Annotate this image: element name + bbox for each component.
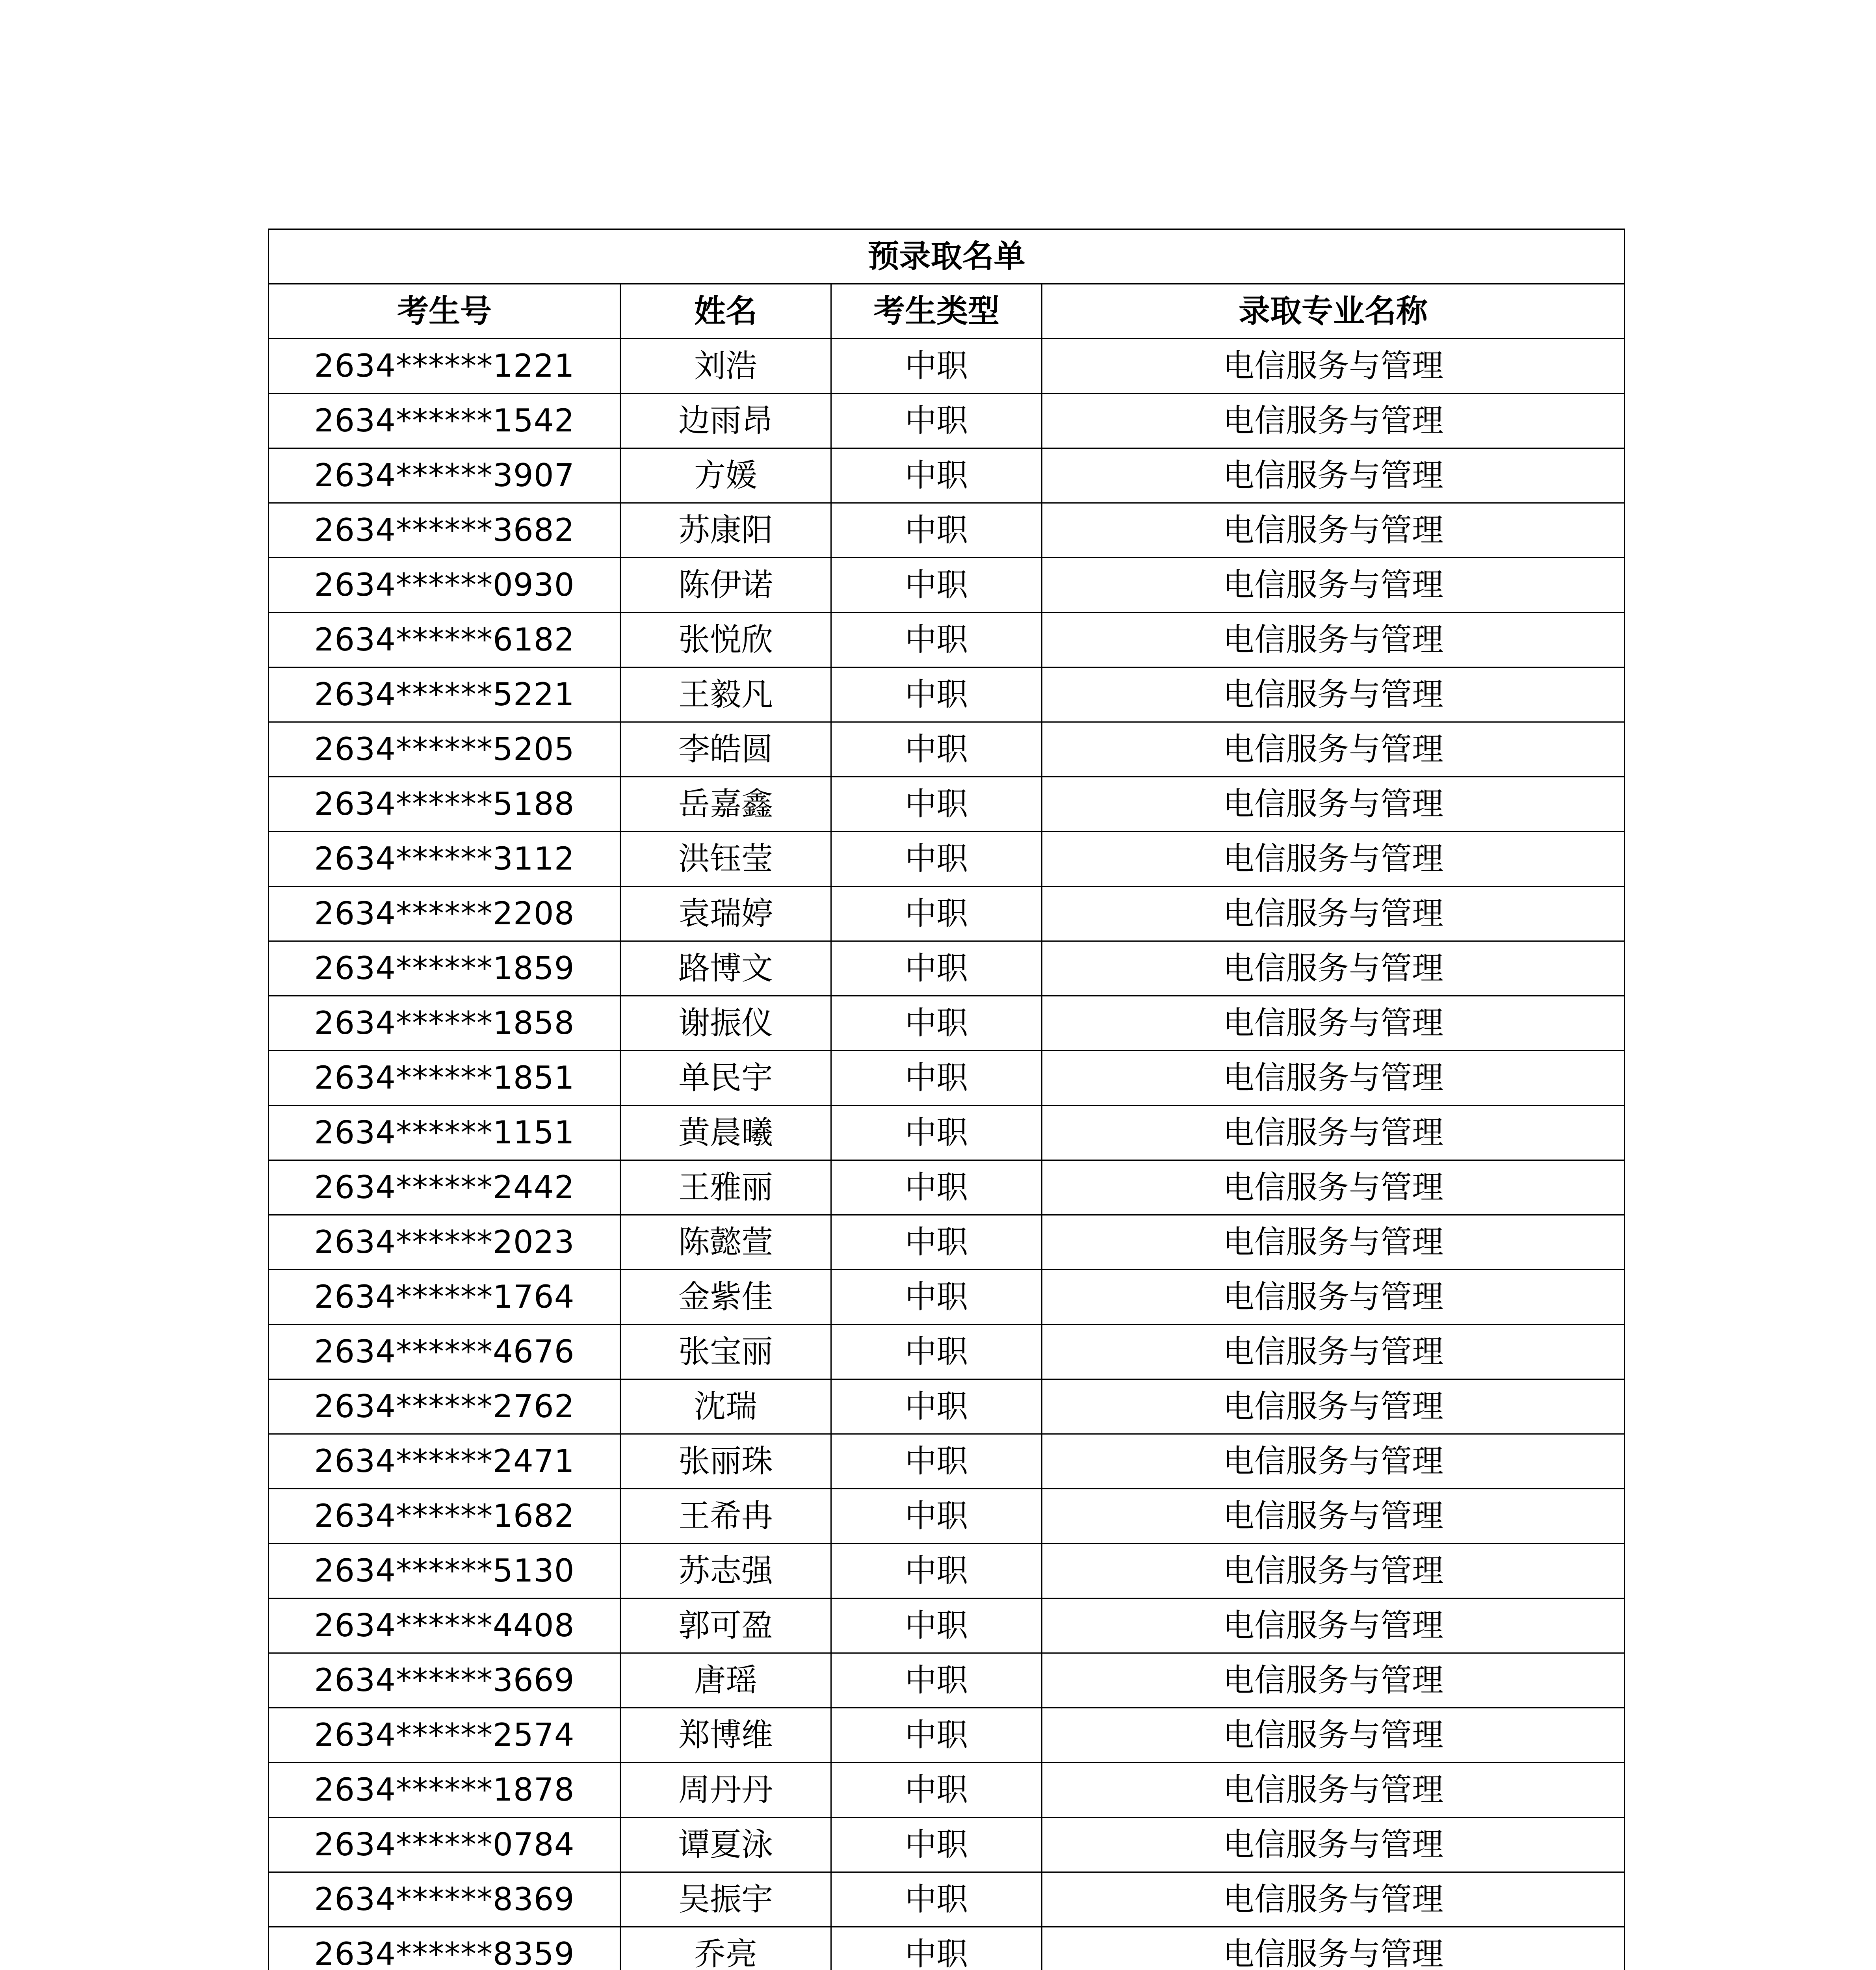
exam-id-cell: 2634******6182 (269, 613, 620, 667)
major-cell: 电信服务与管理 (1042, 1270, 1625, 1325)
table-row (269, 448, 1625, 503)
table-row (269, 558, 1625, 613)
exam-type-cell: 中职 (831, 394, 1042, 448)
column-header-name: 姓名 (620, 284, 831, 339)
exam-id-cell: 2634******0930 (269, 558, 620, 613)
table-row (269, 1598, 1625, 1653)
table-row (269, 1544, 1625, 1598)
table-row (269, 1106, 1625, 1160)
name-cell: 王希冉 (620, 1489, 831, 1544)
exam-id-cell: 2634******1764 (269, 1270, 620, 1325)
exam-type-cell: 中职 (831, 1379, 1042, 1434)
major-cell: 电信服务与管理 (1042, 1325, 1625, 1379)
table-row (269, 394, 1625, 448)
major-cell: 电信服务与管理 (1042, 1763, 1625, 1818)
major-cell: 电信服务与管理 (1042, 941, 1625, 996)
name-cell: 乔亮 (620, 1927, 831, 1970)
table-row (269, 1489, 1625, 1544)
name-cell: 周丹丹 (620, 1763, 831, 1818)
exam-id-cell: 2634******1859 (269, 941, 620, 996)
major-cell: 电信服务与管理 (1042, 448, 1625, 503)
exam-id-cell: 2634******5221 (269, 667, 620, 722)
exam-id-cell: 2634******2471 (269, 1434, 620, 1489)
major-cell: 电信服务与管理 (1042, 1215, 1625, 1270)
name-cell: 金紫佳 (620, 1270, 831, 1325)
exam-id-cell: 2634******1851 (269, 1051, 620, 1106)
exam-id-cell: 2634******1878 (269, 1763, 620, 1818)
table-row (269, 1434, 1625, 1489)
table-row (269, 613, 1625, 667)
exam-id-cell: 2634******4408 (269, 1598, 620, 1653)
admission-list-table (268, 229, 1625, 1970)
major-cell: 电信服务与管理 (1042, 503, 1625, 558)
table-row (269, 1708, 1625, 1763)
exam-type-cell: 中职 (831, 1598, 1042, 1653)
exam-type-cell: 中职 (831, 722, 1042, 777)
table-row (269, 996, 1625, 1051)
major-cell: 电信服务与管理 (1042, 777, 1625, 832)
exam-id-cell: 2634******3682 (269, 503, 620, 558)
column-header-exam-id: 考生号 (269, 284, 620, 339)
name-cell: 陈懿萱 (620, 1215, 831, 1270)
table-row (269, 1872, 1625, 1927)
exam-id-cell: 2634******1221 (269, 339, 620, 394)
major-cell: 电信服务与管理 (1042, 1434, 1625, 1489)
exam-id-cell: 2634******3112 (269, 832, 620, 886)
name-cell: 唐瑶 (620, 1653, 831, 1708)
exam-id-cell: 2634******4676 (269, 1325, 620, 1379)
name-cell: 郑博维 (620, 1708, 831, 1763)
table-row (269, 1653, 1625, 1708)
table-row (269, 886, 1625, 941)
major-cell: 电信服务与管理 (1042, 722, 1625, 777)
column-header-major: 录取专业名称 (1042, 284, 1625, 339)
name-cell: 袁瑞婷 (620, 886, 831, 941)
exam-type-cell: 中职 (831, 613, 1042, 667)
exam-type-cell: 中职 (831, 1653, 1042, 1708)
major-cell: 电信服务与管理 (1042, 886, 1625, 941)
table-title: 预录取名单 (269, 229, 1625, 284)
major-cell: 电信服务与管理 (1042, 1160, 1625, 1215)
name-cell: 郭可盈 (620, 1598, 831, 1653)
exam-type-cell: 中职 (831, 1215, 1042, 1270)
table-row (269, 1270, 1625, 1325)
exam-type-cell: 中职 (831, 996, 1042, 1051)
name-cell: 方媛 (620, 448, 831, 503)
column-header-exam-type: 考生类型 (831, 284, 1042, 339)
table-row (269, 1763, 1625, 1818)
exam-type-cell: 中职 (831, 1325, 1042, 1379)
major-cell: 电信服务与管理 (1042, 1598, 1625, 1653)
major-cell: 电信服务与管理 (1042, 832, 1625, 886)
table-row (269, 1160, 1625, 1215)
name-cell: 黄晨曦 (620, 1106, 831, 1160)
major-cell: 电信服务与管理 (1042, 1051, 1625, 1106)
exam-type-cell: 中职 (831, 832, 1042, 886)
exam-id-cell: 2634******2208 (269, 886, 620, 941)
exam-type-cell: 中职 (831, 1544, 1042, 1598)
exam-type-cell: 中职 (831, 1818, 1042, 1872)
exam-id-cell: 2634******2023 (269, 1215, 620, 1270)
exam-id-cell: 2634******2574 (269, 1708, 620, 1763)
name-cell: 李皓圆 (620, 722, 831, 777)
exam-type-cell: 中职 (831, 777, 1042, 832)
header-row (269, 284, 1625, 339)
table-row (269, 1325, 1625, 1379)
name-cell: 王雅丽 (620, 1160, 831, 1215)
name-cell: 苏志强 (620, 1544, 831, 1598)
exam-id-cell: 2634******2442 (269, 1160, 620, 1215)
exam-type-cell: 中职 (831, 1763, 1042, 1818)
major-cell: 电信服务与管理 (1042, 613, 1625, 667)
name-cell: 路博文 (620, 941, 831, 996)
exam-id-cell: 2634******2762 (269, 1379, 620, 1434)
table-row (269, 1215, 1625, 1270)
name-cell: 刘浩 (620, 339, 831, 394)
name-cell: 王毅凡 (620, 667, 831, 722)
exam-type-cell: 中职 (831, 558, 1042, 613)
name-cell: 沈瑞 (620, 1379, 831, 1434)
exam-type-cell: 中职 (831, 1872, 1042, 1927)
table-row (269, 777, 1625, 832)
exam-type-cell: 中职 (831, 1708, 1042, 1763)
exam-type-cell: 中职 (831, 886, 1042, 941)
name-cell: 苏康阳 (620, 503, 831, 558)
exam-type-cell: 中职 (831, 448, 1042, 503)
major-cell: 电信服务与管理 (1042, 1379, 1625, 1434)
major-cell: 电信服务与管理 (1042, 1544, 1625, 1598)
table-row (269, 1379, 1625, 1434)
major-cell: 电信服务与管理 (1042, 1489, 1625, 1544)
exam-id-cell: 2634******8369 (269, 1872, 620, 1927)
major-cell: 电信服务与管理 (1042, 1927, 1625, 1970)
major-cell: 电信服务与管理 (1042, 1708, 1625, 1763)
exam-id-cell: 2634******3669 (269, 1653, 620, 1708)
name-cell: 单民宇 (620, 1051, 831, 1106)
table-row (269, 503, 1625, 558)
table-body (269, 339, 1625, 1970)
exam-type-cell: 中职 (831, 1927, 1042, 1970)
exam-type-cell: 中职 (831, 1051, 1042, 1106)
major-cell: 电信服务与管理 (1042, 339, 1625, 394)
major-cell: 电信服务与管理 (1042, 558, 1625, 613)
exam-type-cell: 中职 (831, 1434, 1042, 1489)
exam-type-cell: 中职 (831, 941, 1042, 996)
exam-id-cell: 2634******1858 (269, 996, 620, 1051)
exam-type-cell: 中职 (831, 667, 1042, 722)
table-row (269, 1818, 1625, 1872)
major-cell: 电信服务与管理 (1042, 1872, 1625, 1927)
name-cell: 张丽珠 (620, 1434, 831, 1489)
exam-type-cell: 中职 (831, 1160, 1042, 1215)
table-row (269, 1927, 1625, 1970)
name-cell: 边雨昂 (620, 394, 831, 448)
exam-id-cell: 2634******3907 (269, 448, 620, 503)
table-row (269, 722, 1625, 777)
major-cell: 电信服务与管理 (1042, 667, 1625, 722)
table-row (269, 1051, 1625, 1106)
exam-type-cell: 中职 (831, 1106, 1042, 1160)
major-cell: 电信服务与管理 (1042, 1106, 1625, 1160)
exam-id-cell: 2634******1682 (269, 1489, 620, 1544)
exam-type-cell: 中职 (831, 1270, 1042, 1325)
table-row (269, 941, 1625, 996)
table-row (269, 832, 1625, 886)
exam-id-cell: 2634******0784 (269, 1818, 620, 1872)
name-cell: 张宝丽 (620, 1325, 831, 1379)
name-cell: 张悦欣 (620, 613, 831, 667)
major-cell: 电信服务与管理 (1042, 394, 1625, 448)
exam-type-cell: 中职 (831, 339, 1042, 394)
major-cell: 电信服务与管理 (1042, 1653, 1625, 1708)
name-cell: 洪钰莹 (620, 832, 831, 886)
major-cell: 电信服务与管理 (1042, 996, 1625, 1051)
name-cell: 谢振仪 (620, 996, 831, 1051)
major-cell: 电信服务与管理 (1042, 1818, 1625, 1872)
exam-id-cell: 2634******5205 (269, 722, 620, 777)
name-cell: 陈伊诺 (620, 558, 831, 613)
exam-id-cell: 2634******8359 (269, 1927, 620, 1970)
table-row (269, 667, 1625, 722)
name-cell: 岳嘉鑫 (620, 777, 831, 832)
exam-type-cell: 中职 (831, 1489, 1042, 1544)
exam-id-cell: 2634******5130 (269, 1544, 620, 1598)
table-row (269, 339, 1625, 394)
exam-id-cell: 2634******1542 (269, 394, 620, 448)
name-cell: 吴振宇 (620, 1872, 831, 1927)
title-row (269, 229, 1625, 284)
exam-id-cell: 2634******1151 (269, 1106, 620, 1160)
exam-type-cell: 中职 (831, 503, 1042, 558)
exam-id-cell: 2634******5188 (269, 777, 620, 832)
name-cell: 谭夏泳 (620, 1818, 831, 1872)
